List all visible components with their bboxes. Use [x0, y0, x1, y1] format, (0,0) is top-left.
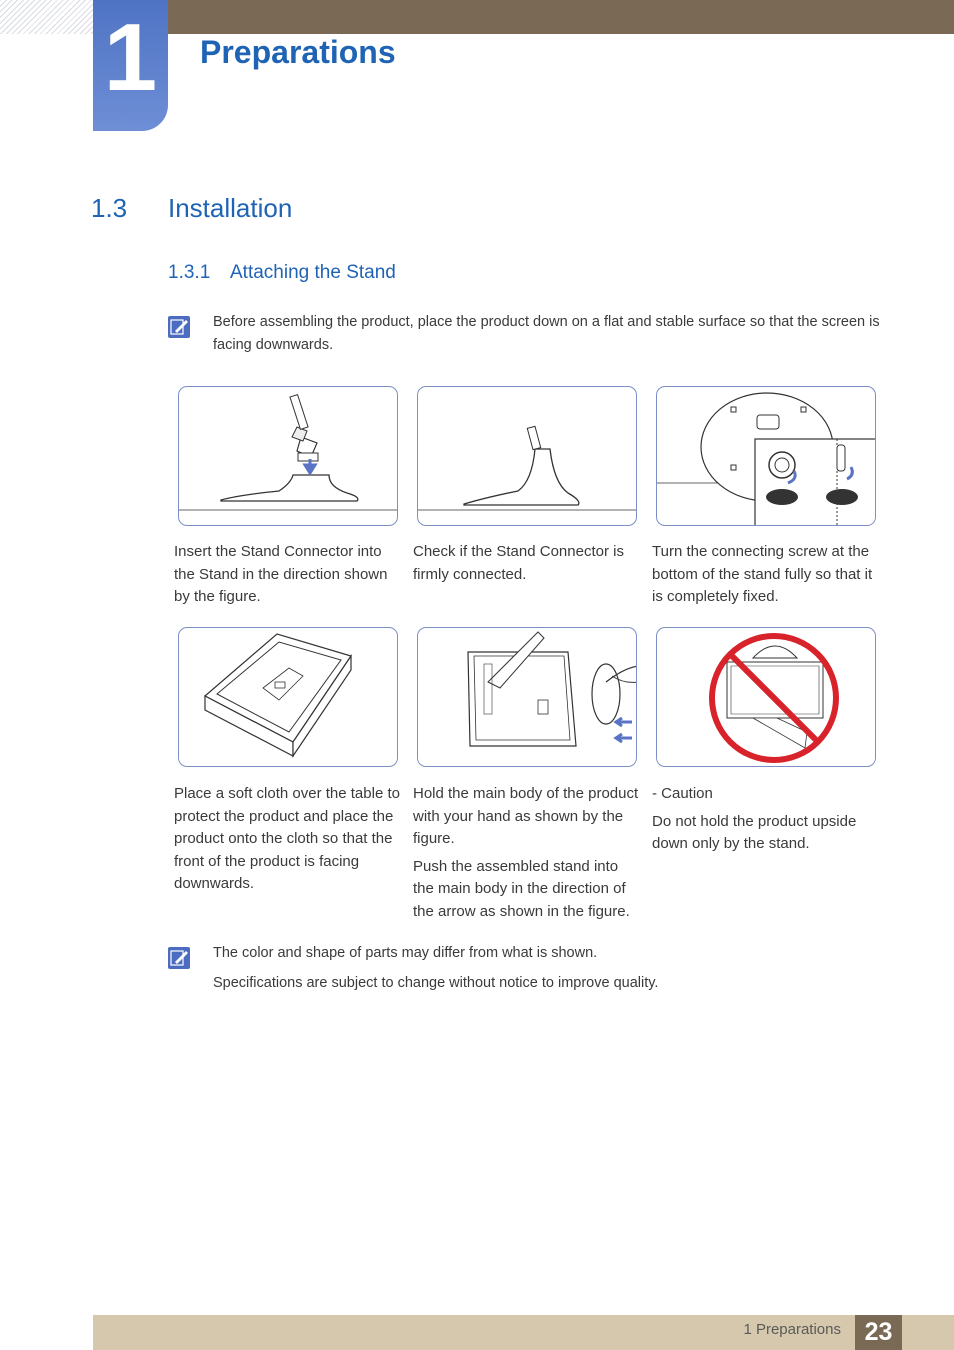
section-title: Installation: [168, 193, 293, 223]
chapter-number-box: [93, 0, 168, 131]
step-6-caption: [652, 783, 880, 861]
step-4-text: Place a soft cloth over the table to protect the product and place the product onto the cloth so that the front of the product is facing downwards.: [174, 785, 400, 892]
step-2-text: Check if the Stand Connector is firmly connected.: [413, 543, 624, 583]
note-bottom-text-2: Specifications are subject to change without notice to improve quality.: [213, 975, 659, 991]
subsection-number: 1.3.1: [168, 262, 211, 283]
step-3-illustration: [656, 386, 876, 526]
section-heading: [91, 193, 292, 224]
page-number: 23: [855, 1315, 902, 1350]
step-3-caption: [652, 541, 880, 614]
step-1-illustration: [178, 386, 398, 526]
section-number: 1.3: [91, 193, 128, 223]
footer-chapter-label: 1 Preparations: [743, 1321, 841, 1338]
step-6-illustration: [656, 627, 876, 767]
subsection-heading: [168, 262, 396, 284]
step-5-illustration: [417, 627, 637, 767]
chapter-number: 1: [103, 4, 158, 111]
header-hatch: [0, 0, 94, 34]
step-5-caption: [413, 783, 641, 928]
step-2-caption: [413, 541, 641, 591]
note-top-text: Before assembling the product, place the product down on a flat and stable surface so that the screen is facing downwards.: [213, 314, 880, 353]
step-4-illustration: [178, 627, 398, 767]
step-1-caption: [174, 541, 402, 614]
step-5-text-1: Hold the main body of the product with your hand as shown by the figure.: [413, 785, 639, 847]
caution-label: - Caution: [652, 785, 713, 802]
chapter-title: Preparations: [200, 34, 396, 70]
subsection-title: Attaching the Stand: [230, 262, 396, 283]
note-bottom-text-1: The color and shape of parts may differ from what is shown.: [213, 945, 598, 961]
note-icon: [168, 316, 190, 338]
header-bar: [168, 0, 954, 34]
step-3-text: Turn the connecting screw at the bottom of the stand fully so that it is completely fixed.: [652, 543, 873, 605]
step-6-text: Do not hold the product upside down only by the stand.: [652, 812, 857, 852]
step-5-text-2: Push the assembled stand into the main body in the direction of the arrow as shown in the figure.: [413, 857, 630, 920]
step-2-illustration: [417, 386, 637, 526]
step-1-text: Insert the Stand Connector into the Stand in the direction shown by the figure.: [174, 543, 388, 605]
note-icon: [168, 947, 190, 969]
step-4-caption: [174, 783, 402, 901]
